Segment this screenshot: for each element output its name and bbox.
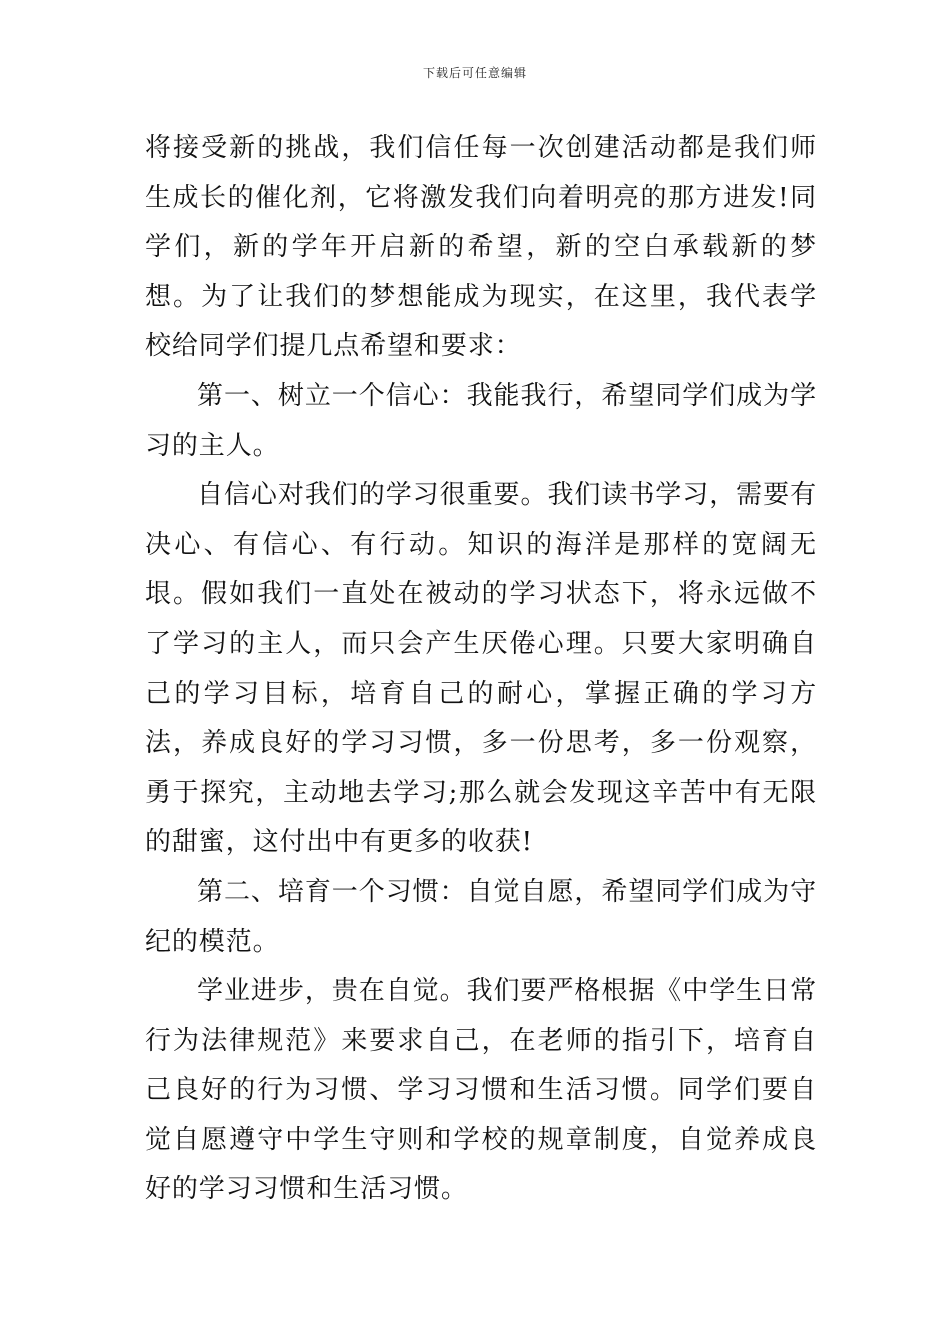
paragraph-point-one-body: 自信心对我们的学习很重要。我们读书学习，需要有决心、有信心、有行动。知识的海洋是那样的宽阔无垠。假如我们一直处在被动的学习状态下，将永远做不了学习的主人，而只会产生厌倦心理。只要大家明确自己的学习目标，培育自己的耐心，掌握正确的学习方法，养成良好的学习习惯，多一份思考，多一份观察，勇于探究，主动地去学习;那么就会发现这辛苦中有无限的甜蜜，这付出中有更多的收获! xyxy=(145,480,817,858)
document-body xyxy=(145,124,817,1215)
header-note: 下载后可任意编辑 xyxy=(422,66,527,80)
paragraph-continuation: 将接受新的挑战，我们信任每一次创建活动都是我们师生成长的催化剂，它将激发我们向着明亮的那方进发!同学们，新的学年开启新的希望，新的空白承载新的梦想。为了让我们的梦想能成为现实，在这里，我代表学校给同学们提几点希望和要求： xyxy=(145,133,817,362)
paragraph-point-one-heading: 第一、树立一个信心：我能我行，希望同学们成为学习的主人。 xyxy=(145,380,817,461)
paragraph-point-two-heading: 第二、培育一个习惯：自觉自愿，希望同学们成为守纪的模范。 xyxy=(145,876,817,957)
paragraph-point-two-body: 学业进步，贵在自觉。我们要严格根据《中学生日常行为法律规范》来要求自己，在老师的指引下，培育自己良好的行为习惯、学习习惯和生活习惯。同学们要自觉自愿遵守中学生守则和学校的规章制度，自觉养成良好的学习习惯和生活习惯。 xyxy=(145,976,817,1205)
